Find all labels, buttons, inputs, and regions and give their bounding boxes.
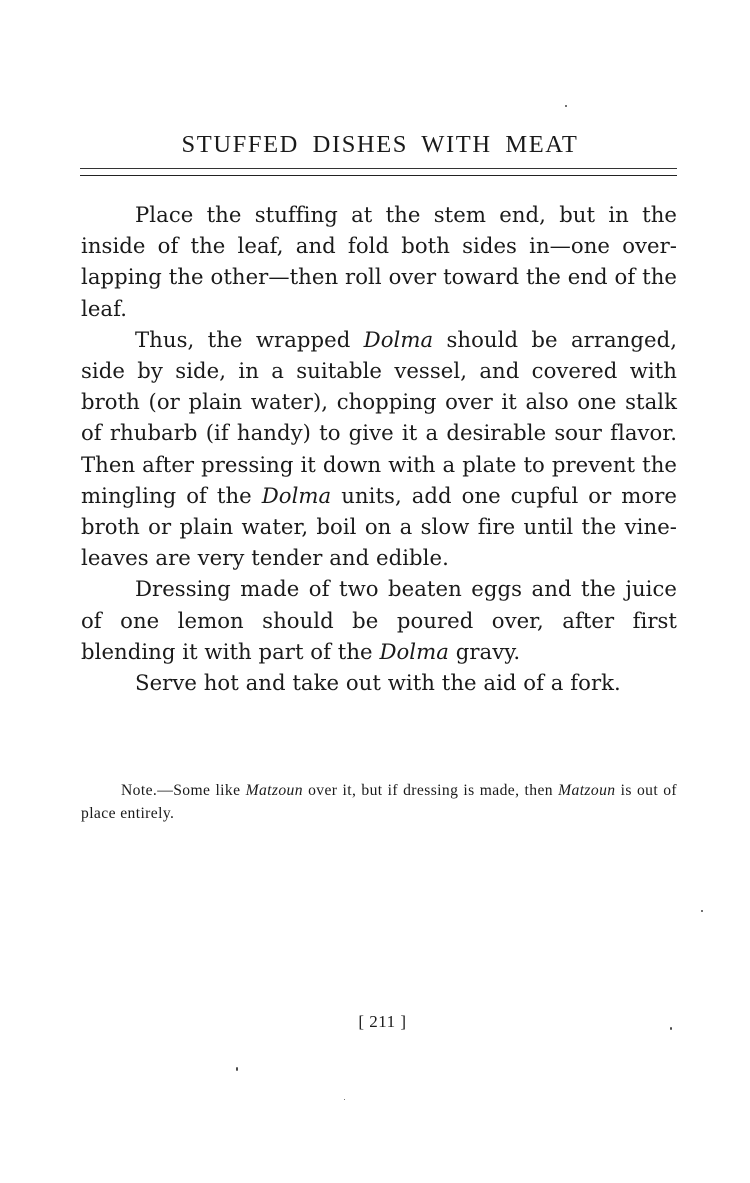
text-run: should be arranged, side by side, in a suitable vessel, and covered with broth (or plain water), chopping over it also one stalk of rhubarb (if handy) to give it a desirable sour flavor. Then after pressing it down with a plate to prevent the mingling of the <box>81 326 677 508</box>
page-number: [ 211 ] <box>358 1012 407 1031</box>
italic-term: Dolma <box>261 482 332 508</box>
text-run: gravy. <box>448 638 521 664</box>
italic-term: Dolma <box>363 326 434 352</box>
text-run: Note.—Some like <box>121 782 246 799</box>
scan-speck <box>701 910 703 912</box>
italic-term: Matzoun <box>245 782 303 799</box>
text-run: Serve hot and take out with the aid of a fork. <box>135 670 621 696</box>
header-rule-thin <box>80 168 677 169</box>
scan-speck <box>344 1099 345 1100</box>
text-run: over it, but if dressing is made, then <box>302 782 559 799</box>
text-run: is out of place entirely. <box>81 782 677 822</box>
text-run: Place the stuffing at the stem end, but in the inside of the leaf, and fold both sides in—one over-lapping the other—then roll over toward the end of the leaf. <box>81 202 677 321</box>
body-text <box>81 199 677 698</box>
italic-term: Dolma <box>379 638 449 664</box>
paragraph <box>81 324 677 574</box>
text-run: Dressing made of two beaten eggs and the juice of one lemon should be poured over, after first blending it with part of the <box>81 576 677 664</box>
paragraph <box>81 573 677 667</box>
paragraph <box>81 667 677 698</box>
running-head: STUFFED DISHES WITH MEAT <box>181 131 579 158</box>
scan-speck <box>670 1027 672 1030</box>
text-run: units, add one cupful or more broth or plain water, boil on a slow fire until the vine-leaves are very tender and edible. <box>81 482 677 571</box>
paragraph <box>81 199 677 324</box>
note-paragraph <box>81 780 677 825</box>
text-run: Thus, the wrapped <box>135 326 364 352</box>
footnote <box>81 780 677 825</box>
scan-speck <box>565 105 567 107</box>
scan-speck <box>236 1067 238 1071</box>
italic-term: Matzoun <box>558 782 616 799</box>
header-rule-thick <box>80 175 677 176</box>
